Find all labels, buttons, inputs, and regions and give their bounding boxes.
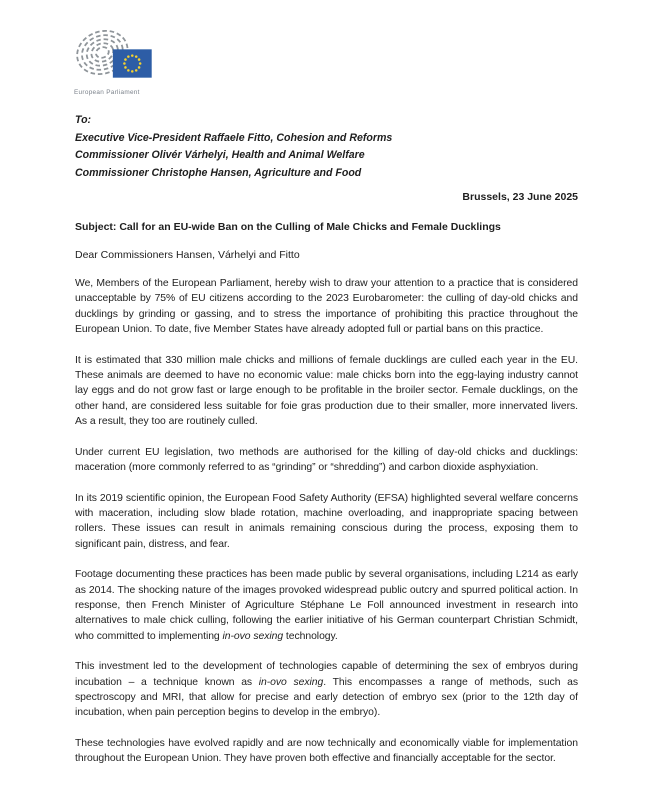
recipient-label: To:	[75, 114, 92, 126]
recipient-line: Executive Vice-President Raffaele Fitto, Cohesion and Reforms	[75, 131, 393, 144]
body-paragraph: Under current EU legislation, two methods are authorised for the killing of day-old chicks and ducklings: maceration (more commonly referred to as “grinding” or “shredding”) and carbon dioxide asphyxiation.	[75, 446, 578, 473]
body-paragraph: Footage documenting these practices has been made public by several organisations, including L214 as early as 2014. The shocking nature of the images provoked widespread public outcry and spurred political action. In response, then French Minister of Agriculture Stéphane Le Foll announced investment in research into alternatives to male chick culling, following the earlier initiative of his German counterpart Christian Schmidt, who committed to implementing in-ovo sexing technology.	[75, 569, 578, 642]
body-paragraph: In its 2019 scientific opinion, the European Food Safety Authority (EFSA) highlighted several welfare concerns with maceration, including slow blade rotation, machine overloading, and inappropriate spacing between rollers. These issues can result in animals remaining conscious during the process, exposing them to significant pain, distress, and fear.	[75, 492, 578, 550]
recipient-line: Commissioner Christophe Hansen, Agriculture and Food	[75, 166, 362, 179]
recipient-block	[75, 112, 578, 182]
recipient-line: Commissioner Olivér Várhelyi, Health and Animal Welfare	[75, 149, 365, 161]
body-paragraph: We, Members of the European Parliament, hereby wish to draw your attention to a practice that is considered unacceptable by 75% of EU citizens according to the 2023 Eurobarometer: the culling of day-old chicks and ducklings by grinding or gassing, and to stress the importance of prohibiting this practice throughout the European Union. To date, five Member States have already adopted full or partial bans on this practice.	[75, 278, 578, 335]
subject-line: Subject: Call for an EU-wide Ban on the Culling of Male Chicks and Female Ducklings	[75, 221, 501, 233]
ep-hemicycle-icon	[74, 24, 158, 82]
logo-caption: European Parliament	[74, 89, 140, 96]
european-parliament-logo	[74, 24, 158, 96]
salutation: Dear Commissioners Hansen, Várhelyi and Fitto	[75, 249, 300, 261]
body-paragraph: These technologies have evolved rapidly and are now technically and economically viable for implementation throughout the European Union. They have proven both effective and financially acceptable for the sector.	[75, 738, 578, 765]
letter-body	[75, 276, 578, 767]
body-paragraph: It is estimated that 330 million male chicks and millions of female ducklings are culled each year in the EU. These animals are deemed to have no economic value: male chicks born into the egg-laying industry cannot lay eggs and do not grow fast or large enough to be profitable in the broiler sector. Female ducklings, on the other hand, are considered less suitable for foie gras production due to their smaller, more innervated livers. As a result, they too are routinely culled.	[75, 354, 578, 427]
eu-flag-icon	[113, 49, 152, 77]
body-paragraph: This investment led to the development of technologies capable of determining the sex of embryos during incubation – a technique known as in-ovo sexing. This encompasses a range of methods, such as spectroscopy and MRI, that allow for precise and early detection of embryo sex (prior to the 12th day of incubation, when pain perception begins to develop in the embryo).	[75, 661, 579, 719]
dateline: Brussels, 23 June 2025	[462, 191, 578, 203]
